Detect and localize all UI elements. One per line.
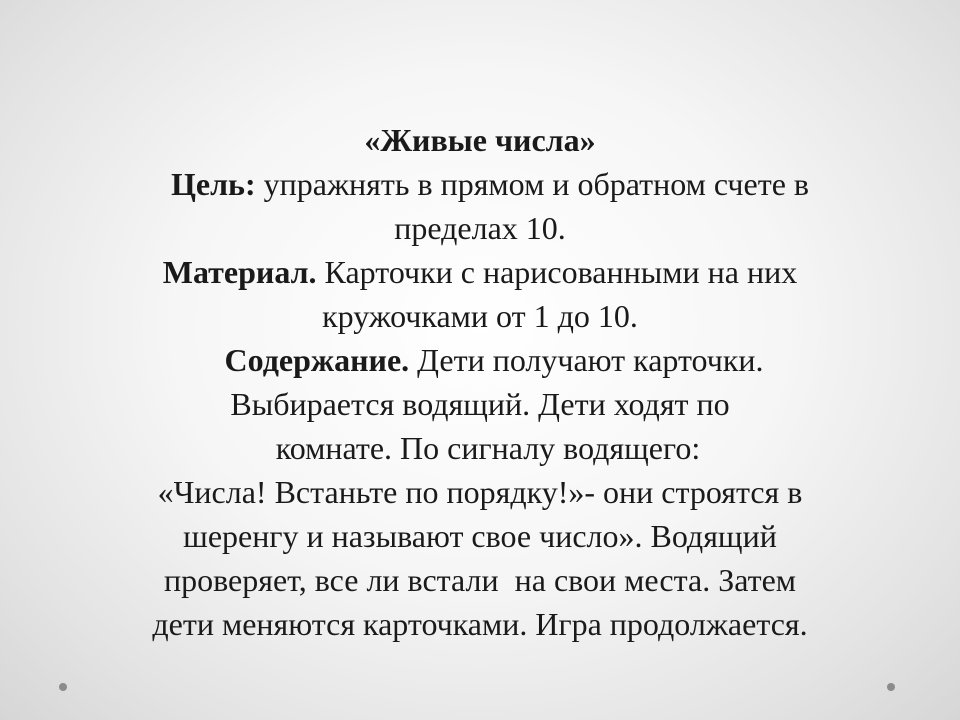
content-line: проверяет, все ли встали на свои места. Затем — [163, 562, 797, 598]
left-bullet-dot — [59, 683, 67, 691]
content-line: шеренгу и называют свое число». Водящий — [183, 518, 777, 554]
content-line: Выбирается водящий. Дети ходят по — [230, 386, 730, 422]
material-text-2: кружочками от 1 до 10. — [322, 298, 638, 334]
goal-text-1: упражнять в прямом и обратном счете в — [255, 166, 809, 202]
goal-text-2: пределах 10. — [394, 210, 566, 246]
content-line: дети меняются карточками. Игра продолжается. — [152, 606, 808, 642]
slide-text-block — [60, 118, 900, 646]
goal-line-1 — [60, 162, 900, 206]
right-bullet-dot — [887, 683, 895, 691]
slide-title: «Живые числа» — [364, 122, 596, 158]
content-line: «Числа! Встаньте по порядку!»- они строятся в — [157, 474, 803, 510]
content-line-1 — [60, 338, 900, 382]
material-label: Материал. — [162, 254, 317, 290]
content-line: комнате. По сигналу водящего: — [259, 430, 701, 466]
material-line-1 — [60, 250, 900, 294]
material-text-1: Карточки с нарисованными на них — [316, 254, 798, 290]
content-text-1: Дети получают карточки. — [409, 342, 764, 378]
goal-label: Цель: — [170, 166, 256, 202]
content-label: Содержание. — [224, 342, 410, 378]
